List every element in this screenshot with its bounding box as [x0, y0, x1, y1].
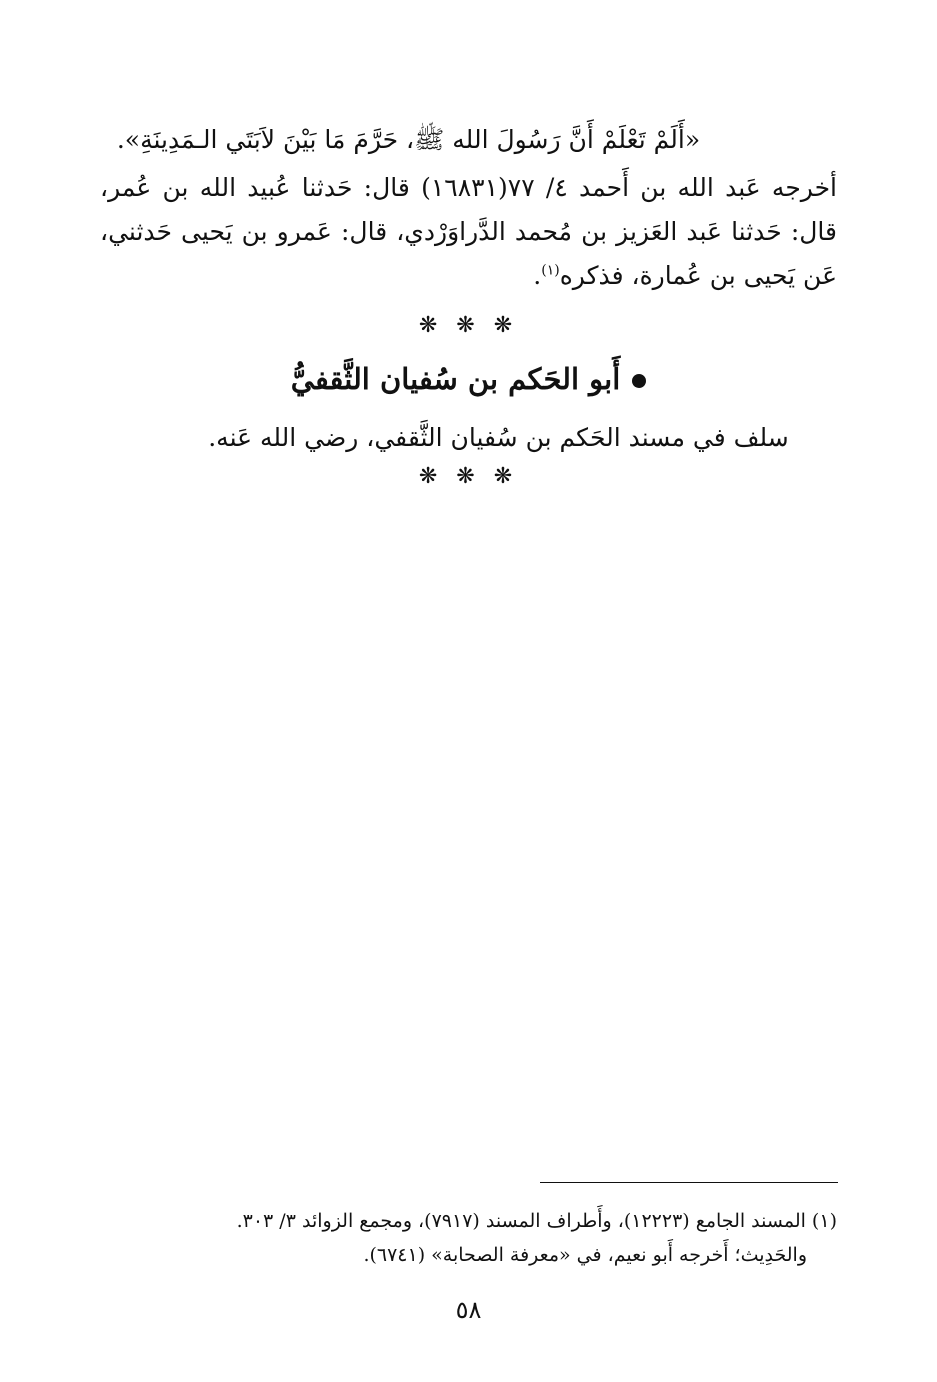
footnote-marker: (١): [541, 262, 560, 279]
footnote-item: والحَدِيث؛ أَخرجه أَبو نعيم، في «معرفة الصحابة» (٦٧٤١).: [363, 1244, 807, 1266]
bullet-icon: [632, 374, 646, 388]
cross-reference-note: سلف في مسند الحَكم بن سُفيان الثَّقفي، رضي الله عَنه.: [208, 423, 789, 452]
section-separator: ❋ ❋ ❋: [418, 464, 519, 489]
footnotes: [100, 1204, 837, 1272]
section-heading: [0, 354, 937, 404]
paragraph-text: أخرجه عَبد الله بن أَحمد ٤/ ٧٧(١٦٨٣١) قال: حَدثنا عُبيد الله بن عُمر، قال: حَدثنا عَبد العَزيز بن مُحمد الدَّراوَرْدي، قال: عَمرو بن يَحيى حَدثني، عَن يَحيى بن عُمارة، فذكره: [100, 173, 837, 290]
page-number: ٥٨: [455, 1296, 482, 1324]
takhrij-paragraph: [100, 166, 837, 298]
section-separator: ❋ ❋ ❋: [418, 313, 519, 338]
footnote-item: (١) المسند الجامع (١٢٢٢٣)، وأَطراف المسند (٧٩١٧)، ومجمع الزوائد ٣/ ٣٠٣.: [236, 1210, 837, 1232]
heading-text: أَبو الحَكم بن سُفيان الثَّقفيُّ: [290, 362, 621, 396]
paragraph-end: .: [533, 261, 542, 290]
footnote-divider: [540, 1182, 838, 1183]
hadith-quote: «أَلَمْ تَعْلَمْ أَنَّ رَسُولَ الله ﷺ، حَرَّمَ مَا بَيْنَ لاَبَتَي الـمَدِينَةِ».: [116, 125, 701, 154]
